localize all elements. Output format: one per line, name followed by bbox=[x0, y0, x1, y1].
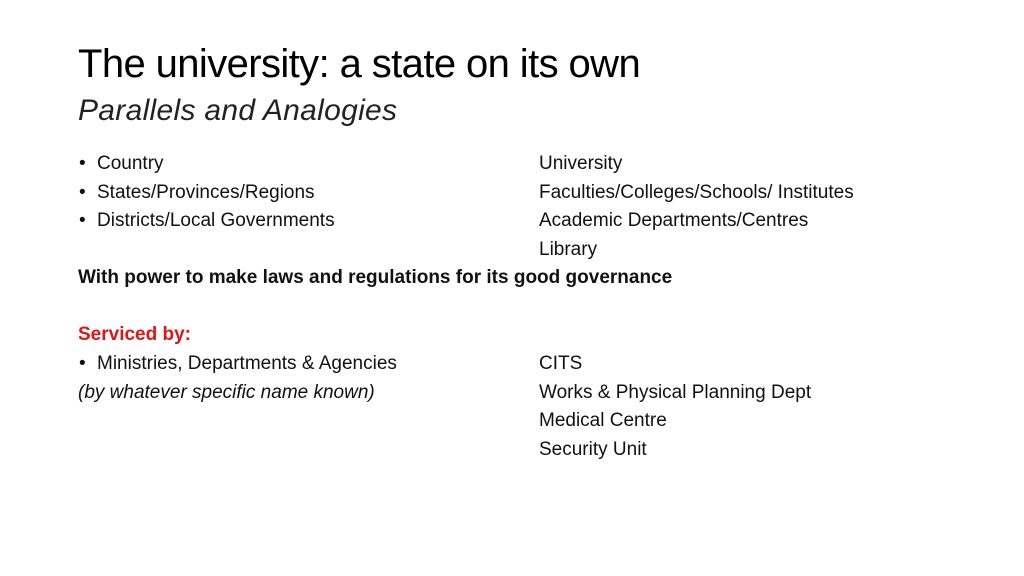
analogy-item: Faculties/Colleges/Schools/ Institutes bbox=[539, 182, 854, 203]
serviced-note: (by whatever specific name known) bbox=[78, 382, 375, 403]
service-item: Works & Physical Planning Dept bbox=[539, 382, 812, 403]
analogy-item: Academic Departments/Centres bbox=[539, 210, 809, 231]
bullet-item: • Ministries, Departments & Agencies bbox=[97, 351, 397, 377]
service-item: Medical Centre bbox=[539, 410, 667, 431]
service-item: Security Unit bbox=[539, 439, 647, 460]
serviced-heading: Serviced by: bbox=[78, 324, 191, 345]
service-item: CITS bbox=[539, 353, 583, 374]
bullet-item: • Districts/Local Governments bbox=[97, 208, 335, 234]
slide-subtitle: Parallels and Analogies bbox=[78, 94, 398, 127]
analogy-item: Library bbox=[539, 239, 598, 260]
power-statement: With power to make laws and regulations for its good governance bbox=[78, 267, 673, 288]
bullet-item: • States/Provinces/Regions bbox=[97, 180, 315, 206]
analogy-item: University bbox=[539, 153, 623, 174]
bullet-item: • Country bbox=[97, 151, 164, 177]
slide-title: The university: a state on its own bbox=[78, 42, 641, 86]
